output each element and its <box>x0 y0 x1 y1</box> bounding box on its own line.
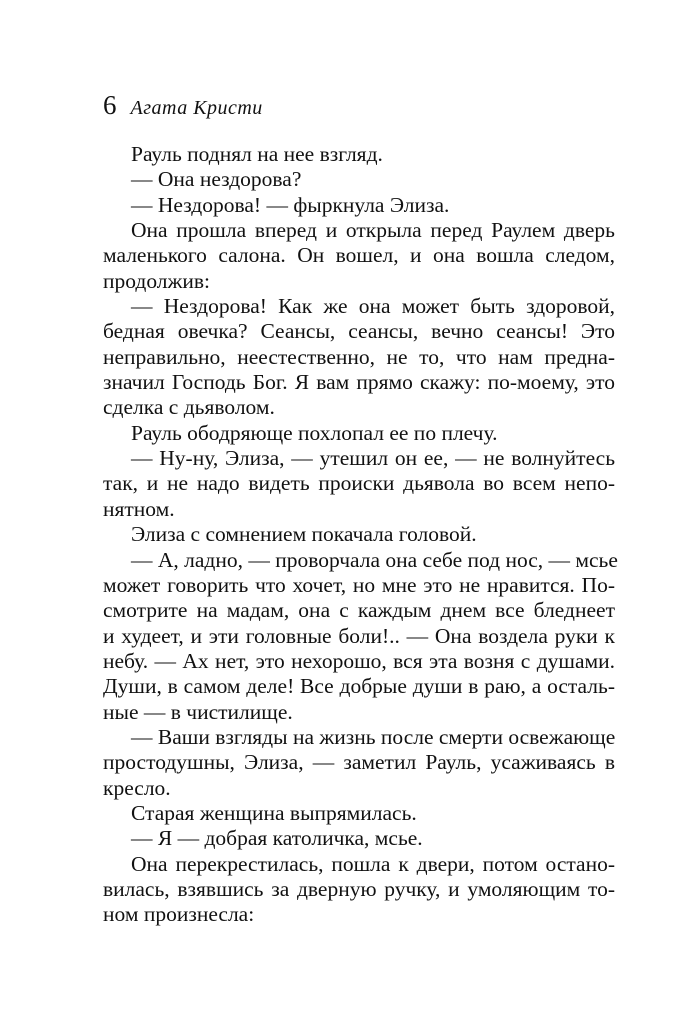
page-header <box>103 88 263 122</box>
text-line: так, и не надо видеть происки дьявола во всем непо- <box>103 471 615 496</box>
text-line: — Ну-ну, Элиза, — утешил он ее, — не волнуйтесь <box>131 446 615 471</box>
text-line: вилась, взявшись за дверную ручку, и умоляющим то- <box>103 876 615 901</box>
text-line: смотрите на мадам, она с каждым днем все бледнеет <box>103 598 615 623</box>
text-line: маленького салона. Он вошел, и она вошла следом, <box>103 243 615 268</box>
text-line: Души, в самом деле! Все добрые души в раю, а осталь- <box>103 674 615 699</box>
text-line: нятном. <box>103 496 175 521</box>
text-line: может говорить что хочет, но мне это не нравится. По- <box>103 572 615 597</box>
text-line: ные — в чистилище. <box>103 699 293 724</box>
text-line: бедная овечка? Сеансы, сеансы, вечно сеансы! Это <box>103 319 615 344</box>
text-line: Старая женщина выпрямилась. <box>131 800 417 825</box>
text-line: простодушны, Элиза, — заметил Рауль, усаживаясь в <box>103 750 615 775</box>
text-line: — Я — добрая католичка, мсье. <box>131 826 423 851</box>
text-line: — Нездорова! — фыркнула Элиза. <box>131 192 450 217</box>
text-line: Элиза с сомнением покачала головой. <box>131 522 477 547</box>
text-line: значил Господь Бог. Я вам прямо скажу: по-моему, это <box>103 370 615 395</box>
body-text <box>103 142 618 928</box>
page-number: 6 <box>103 90 117 120</box>
text-line: Рауль ободряюще похлопал ее по плечу. <box>131 420 498 445</box>
text-line: продолжив: <box>103 268 211 293</box>
text-line: неправильно, неестественно, не то, что нам предна- <box>103 344 615 369</box>
running-head-author: Агата Кристи <box>130 97 263 119</box>
text-line: сделка с дьяволом. <box>103 395 275 420</box>
text-line: небу. — Ах нет, это нехорошо, вся эта возня с душами. <box>103 648 615 673</box>
text-line: — Нездорова! Как же она может быть здоровой, <box>131 294 615 319</box>
text-line: Она перекрестилась, пошла к двери, потом остано- <box>131 851 615 876</box>
text-line: ном произнесла: <box>103 902 255 927</box>
text-line: кресло. <box>103 775 171 800</box>
text-line: — Ваши взгляды на жизнь после смерти освежающе <box>131 724 616 749</box>
text-line: Она прошла вперед и открыла перед Раулем дверь <box>131 218 615 243</box>
text-line: и худеет, и эти головные боли!.. — Она воздела руки к <box>103 623 615 648</box>
text-line: — Она нездорова? <box>131 167 302 192</box>
text-line: Рауль поднял на нее взгляд. <box>131 142 383 166</box>
text-line: — А, ладно, — проворчала она себе под нос, — мсье <box>131 547 618 572</box>
